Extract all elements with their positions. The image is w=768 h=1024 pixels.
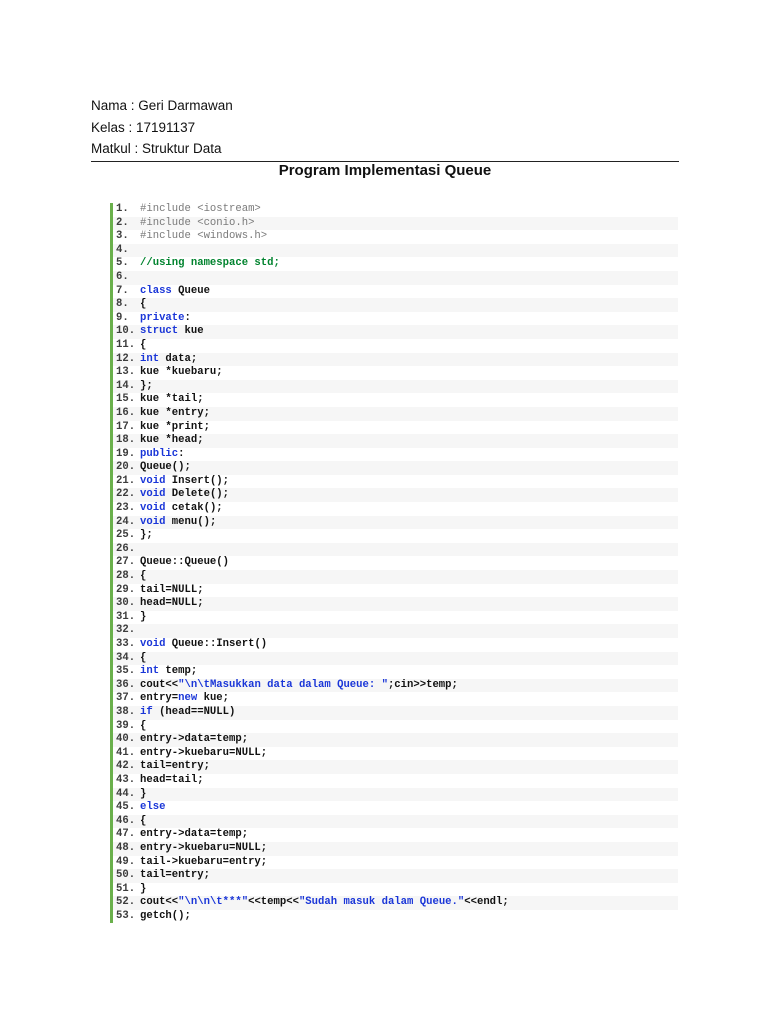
code-token: entry->kuebaru=NULL; (140, 746, 268, 759)
code-token: Delete(); (165, 488, 230, 501)
code-token: { (140, 814, 147, 827)
code-text (140, 611, 146, 625)
line-number: 7. (116, 284, 129, 297)
code-text (140, 774, 204, 788)
code-line (110, 516, 678, 530)
line-number: 39. (116, 719, 136, 732)
code-line (110, 815, 678, 829)
student-name: Nama : Geri Darmawan (91, 98, 233, 113)
line-number: 40. (116, 733, 136, 746)
code-token: tail->kuebaru=entry; (140, 855, 268, 868)
code-line (110, 488, 678, 502)
line-number: 33. (116, 638, 136, 650)
code-token: }; (140, 379, 153, 392)
code-token: cout<< (140, 678, 179, 691)
code-token: kue *entry; (140, 406, 210, 419)
code-token: #include <conio.h> (140, 216, 255, 229)
code-text (140, 720, 146, 734)
code-line (110, 203, 678, 217)
code-line (110, 529, 678, 543)
code-line (110, 257, 678, 271)
code-token: #include <windows.h> (140, 230, 268, 243)
code-text (140, 760, 210, 774)
line-number: 5. (116, 257, 129, 270)
code-text (140, 788, 146, 802)
line-number: 51. (116, 882, 136, 895)
code-text (140, 285, 210, 299)
line-number: 37. (116, 692, 136, 705)
code-token: <<endl; (464, 896, 509, 909)
code-line (110, 706, 678, 720)
code-line (110, 883, 678, 897)
code-text (140, 842, 267, 856)
code-token: cetak(); (165, 502, 223, 515)
code-line (110, 570, 678, 584)
code-line (110, 828, 678, 842)
code-token: { (140, 298, 147, 311)
code-token: class (140, 284, 172, 297)
line-number: 14. (116, 379, 136, 392)
code-token: int (140, 352, 160, 365)
line-number: 48. (116, 841, 136, 854)
line-number: 26. (116, 542, 136, 555)
code-text (140, 679, 458, 693)
code-token: entry->data=temp; (140, 733, 249, 746)
line-number: 31. (116, 610, 136, 623)
line-number: 46. (116, 814, 136, 827)
code-text (140, 584, 204, 598)
line-number: 3. (116, 230, 129, 243)
line-number: 52. (116, 896, 136, 909)
line-number: 49. (116, 855, 136, 868)
code-text (140, 257, 280, 271)
code-token: if (140, 705, 153, 718)
code-text (140, 421, 210, 435)
code-token: kue *print; (140, 420, 210, 433)
code-listing (110, 203, 678, 923)
code-line (110, 692, 678, 706)
code-text (140, 516, 216, 530)
line-number: 22. (116, 488, 136, 501)
code-text (140, 652, 146, 666)
code-token: private (140, 311, 185, 324)
code-token: Queue (171, 284, 210, 297)
code-token: : (184, 311, 191, 324)
code-text (140, 856, 267, 870)
code-text (140, 475, 229, 489)
line-number: 13. (116, 366, 136, 379)
code-token: #include <iostream> (140, 203, 261, 215)
code-line (110, 393, 678, 407)
code-token: else (140, 801, 166, 814)
line-number: 15. (116, 393, 136, 406)
line-number: 35. (116, 665, 136, 678)
code-token: void (140, 474, 166, 487)
code-token: menu(); (165, 515, 217, 528)
code-token: temp; (159, 665, 198, 678)
code-line (110, 788, 678, 802)
code-token: public (140, 447, 179, 460)
code-text (140, 407, 210, 421)
code-line (110, 747, 678, 761)
code-token: { (140, 651, 147, 664)
code-text (140, 434, 204, 448)
code-line (110, 611, 678, 625)
code-token: "\n\tMasukkan data dalam Queue: " (178, 678, 388, 691)
code-line (110, 896, 678, 910)
code-line (110, 624, 678, 638)
code-token: entry->kuebaru=NULL; (140, 841, 268, 854)
code-token: { (140, 338, 147, 351)
line-number: 41. (116, 746, 136, 759)
code-text (140, 706, 235, 720)
code-line (110, 665, 678, 679)
code-token: tail=entry; (140, 760, 210, 773)
code-token: { (140, 570, 147, 583)
code-token: }; (140, 529, 153, 542)
code-text (140, 570, 146, 584)
code-line (110, 271, 678, 285)
code-line (110, 638, 678, 652)
line-number: 6. (116, 270, 129, 283)
code-line (110, 285, 678, 299)
line-number: 8. (116, 298, 129, 311)
code-token: void (140, 515, 166, 528)
code-token: (head==NULL) (152, 705, 236, 718)
line-number: 2. (116, 216, 129, 229)
line-number: 21. (116, 474, 136, 487)
course-name: Matkul : Struktur Data (91, 141, 222, 156)
code-token: void (140, 638, 166, 650)
code-text (140, 556, 229, 570)
code-text (140, 747, 267, 761)
code-text (140, 393, 204, 407)
code-line (110, 230, 678, 244)
code-line (110, 380, 678, 394)
code-token: } (140, 610, 147, 623)
code-text (140, 801, 165, 815)
code-text (140, 502, 223, 516)
line-number: 20. (116, 461, 136, 474)
code-text (140, 203, 261, 217)
line-number: 11. (116, 338, 136, 351)
code-line (110, 502, 678, 516)
line-number: 25. (116, 529, 136, 542)
code-token: //using namespace std; (140, 257, 280, 270)
code-token: entry= (140, 692, 179, 705)
code-token: data; (159, 352, 198, 365)
code-text (140, 353, 197, 367)
line-number: 29. (116, 583, 136, 596)
line-number: 23. (116, 502, 136, 515)
line-number: 24. (116, 515, 136, 528)
line-number: 34. (116, 651, 136, 664)
line-number: 28. (116, 570, 136, 583)
code-text (140, 529, 153, 543)
line-number: 9. (116, 311, 129, 324)
code-token: void (140, 502, 166, 515)
code-text (140, 638, 267, 652)
code-line (110, 910, 678, 924)
code-text (140, 597, 204, 611)
code-line (110, 760, 678, 774)
code-text (140, 692, 229, 706)
code-token: <<temp<< (248, 896, 299, 909)
line-number: 53. (116, 909, 136, 922)
code-line (110, 421, 678, 435)
code-token: void (140, 488, 166, 501)
code-line (110, 407, 678, 421)
code-line (110, 869, 678, 883)
code-text (140, 910, 191, 924)
code-token: tail=NULL; (140, 583, 204, 596)
code-line (110, 733, 678, 747)
line-number: 43. (116, 773, 136, 786)
line-number: 42. (116, 760, 136, 773)
code-text (140, 828, 248, 842)
code-text (140, 325, 204, 339)
code-token: entry->data=temp; (140, 828, 249, 841)
line-number: 4. (116, 243, 129, 256)
code-token: Insert(); (165, 474, 230, 487)
line-number: 45. (116, 801, 136, 814)
line-number: 38. (116, 705, 136, 718)
code-text (140, 869, 210, 883)
code-token: kue (178, 325, 204, 338)
line-number: 10. (116, 325, 136, 338)
code-line (110, 679, 678, 693)
line-number: 16. (116, 406, 136, 419)
code-text (140, 448, 185, 462)
code-line (110, 353, 678, 367)
code-token: struct (140, 325, 179, 338)
line-number: 47. (116, 828, 136, 841)
student-info (91, 95, 679, 162)
code-token: cout<< (140, 896, 179, 909)
line-number: 27. (116, 556, 136, 569)
line-number: 12. (116, 352, 136, 365)
line-number: 32. (116, 624, 136, 637)
line-number: 36. (116, 678, 136, 691)
code-text (140, 298, 146, 312)
code-token: kue *kuebaru; (140, 366, 223, 379)
code-text (140, 665, 197, 679)
code-token: kue *tail; (140, 393, 204, 406)
code-text (140, 380, 153, 394)
code-line (110, 339, 678, 353)
code-line (110, 475, 678, 489)
code-token: getch(); (140, 909, 191, 922)
code-token: ;cin>>temp; (387, 678, 458, 691)
document-title: Program Implementasi Queue (278, 162, 492, 179)
line-number: 44. (116, 787, 136, 800)
code-line (110, 543, 678, 557)
code-token: } (140, 787, 147, 800)
code-text (140, 488, 229, 502)
code-line (110, 366, 678, 380)
code-line (110, 448, 678, 462)
code-text (140, 312, 191, 326)
code-text (140, 461, 191, 475)
code-line (110, 720, 678, 734)
line-number: 17. (116, 420, 136, 433)
code-line (110, 842, 678, 856)
code-line (110, 801, 678, 815)
code-line (110, 652, 678, 666)
code-token: Queue::Insert() (165, 638, 268, 650)
code-text (140, 815, 146, 829)
code-token: new (178, 692, 198, 705)
code-token: "\n\n\t***" (178, 896, 249, 909)
code-line (110, 434, 678, 448)
code-line (110, 556, 678, 570)
code-token: tail=entry; (140, 869, 210, 882)
code-line (110, 325, 678, 339)
student-class: Kelas : 17191137 (91, 119, 196, 135)
code-line (110, 856, 678, 870)
code-text (140, 339, 146, 353)
line-number: 30. (116, 597, 136, 610)
code-token: head=NULL; (140, 597, 204, 610)
code-text (140, 733, 248, 747)
code-line (110, 461, 678, 475)
code-token: } (140, 882, 147, 895)
code-line (110, 774, 678, 788)
code-line (110, 217, 678, 231)
code-text (140, 230, 267, 244)
code-token: head=tail; (140, 773, 204, 786)
code-text (140, 883, 146, 897)
line-number: 19. (116, 447, 136, 460)
code-text (140, 366, 223, 380)
code-text (140, 896, 509, 910)
code-token: { (140, 719, 147, 732)
code-token: int (140, 665, 160, 678)
code-token: : (178, 447, 185, 460)
code-line (110, 312, 678, 326)
line-number: 50. (116, 869, 136, 882)
line-number: 1. (116, 203, 129, 215)
code-token: Queue(); (140, 461, 191, 474)
code-line (110, 584, 678, 598)
code-line (110, 298, 678, 312)
code-token: Queue::Queue() (140, 556, 230, 569)
code-line (110, 244, 678, 258)
code-text (140, 217, 254, 231)
code-token: kue; (197, 692, 230, 705)
code-token: kue *head; (140, 434, 204, 447)
code-line (110, 597, 678, 611)
line-number: 18. (116, 434, 136, 447)
code-token: "Sudah masuk dalam Queue." (298, 896, 465, 909)
